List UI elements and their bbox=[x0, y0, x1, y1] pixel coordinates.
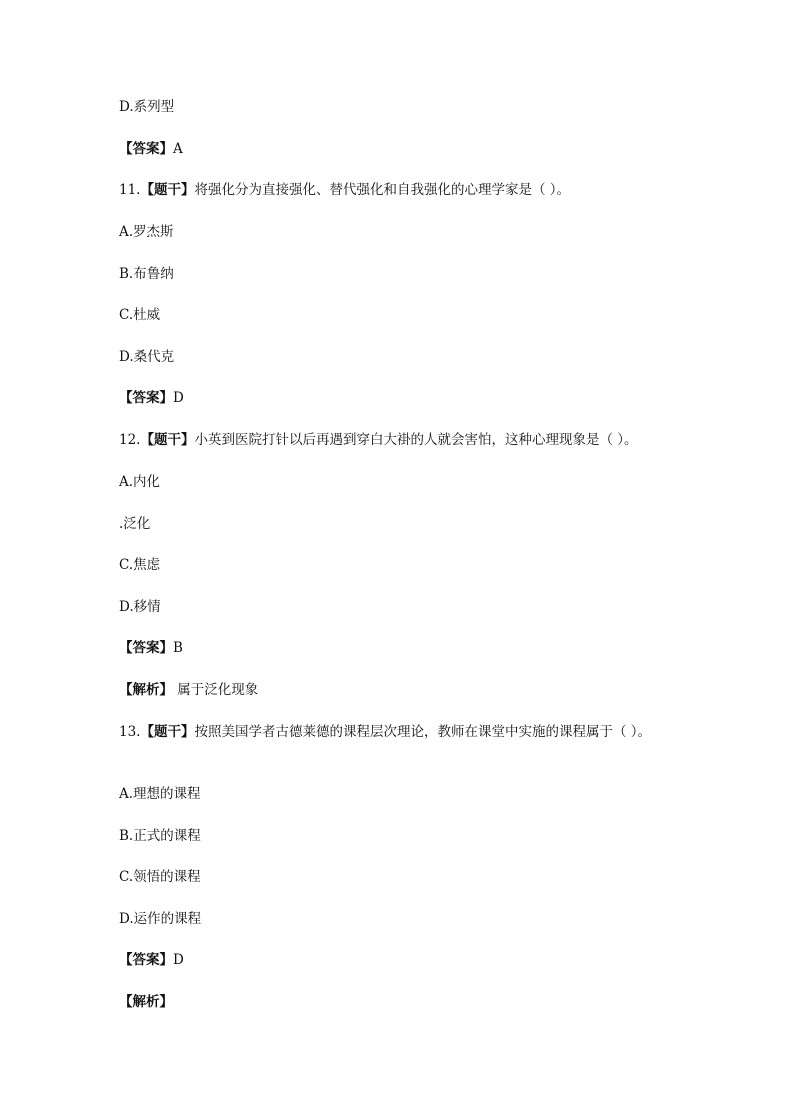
option-text: C.焦虑 bbox=[119, 557, 161, 573]
option-line bbox=[119, 306, 160, 324]
answer-tag: 【答案】 bbox=[119, 640, 173, 656]
analysis-tag: 【解析】 bbox=[119, 682, 173, 698]
answer-value: A bbox=[173, 141, 183, 157]
option-text: .泛化 bbox=[119, 516, 151, 532]
option-line bbox=[119, 265, 174, 283]
option-line bbox=[119, 827, 201, 845]
option-line bbox=[119, 785, 201, 803]
answer-line bbox=[119, 389, 184, 407]
answer-line bbox=[119, 639, 183, 657]
option-text: D.系列型 bbox=[119, 99, 175, 115]
option-line bbox=[119, 910, 201, 928]
question-number: 11. bbox=[119, 182, 141, 198]
analysis-tag: 【解析】 bbox=[119, 994, 173, 1010]
question-text: 将强化分为直接强化、替代强化和自我强化的心理学家是（ ）。 bbox=[194, 182, 571, 198]
question-text: 小英到医院打针以后再遇到穿白大褂的人就会害怕，这种心理现象是（ ）。 bbox=[194, 432, 638, 448]
analysis-line bbox=[119, 993, 173, 1011]
analysis-line bbox=[119, 681, 258, 699]
answer-value: D bbox=[173, 390, 184, 406]
question-tag: 【题干】 bbox=[140, 724, 195, 740]
option-line bbox=[119, 515, 150, 533]
analysis-text: 属于泛化现象 bbox=[173, 682, 259, 698]
option-line bbox=[119, 598, 161, 616]
option-text: C.领悟的课程 bbox=[119, 869, 201, 885]
answer-tag: 【答案】 bbox=[119, 390, 173, 406]
option-line bbox=[119, 98, 174, 116]
option-line bbox=[119, 223, 174, 241]
question-number: 12. bbox=[119, 432, 141, 448]
option-text: D.桑代克 bbox=[119, 349, 175, 365]
option-text: A.理想的课程 bbox=[119, 786, 201, 802]
option-line bbox=[119, 348, 174, 366]
question-tag: 【题干】 bbox=[140, 432, 195, 448]
option-text: C.杜威 bbox=[119, 307, 161, 323]
question-tag: 【题干】 bbox=[140, 182, 195, 198]
question-line bbox=[119, 431, 638, 449]
answer-line bbox=[119, 951, 184, 969]
answer-line bbox=[119, 140, 183, 158]
answer-tag: 【答案】 bbox=[119, 141, 173, 157]
question-line bbox=[119, 723, 651, 741]
option-text: D.运作的课程 bbox=[119, 911, 202, 927]
option-line bbox=[119, 556, 160, 574]
question-line bbox=[119, 181, 570, 199]
option-line bbox=[119, 473, 160, 491]
option-text: D.移情 bbox=[119, 599, 161, 615]
option-line bbox=[119, 868, 201, 886]
option-text: A.罗杰斯 bbox=[119, 224, 174, 240]
option-text: B.正式的课程 bbox=[119, 828, 201, 844]
answer-value: B bbox=[173, 640, 183, 656]
answer-value: D bbox=[173, 952, 184, 968]
answer-tag: 【答案】 bbox=[119, 952, 173, 968]
question-text: 按照美国学者古德莱德的课程层次理论，教师在课堂中实施的课程属于（ ）。 bbox=[194, 724, 652, 740]
question-number: 13. bbox=[119, 724, 141, 740]
option-text: A.内化 bbox=[119, 474, 161, 490]
option-text: B.布鲁纳 bbox=[119, 266, 174, 282]
